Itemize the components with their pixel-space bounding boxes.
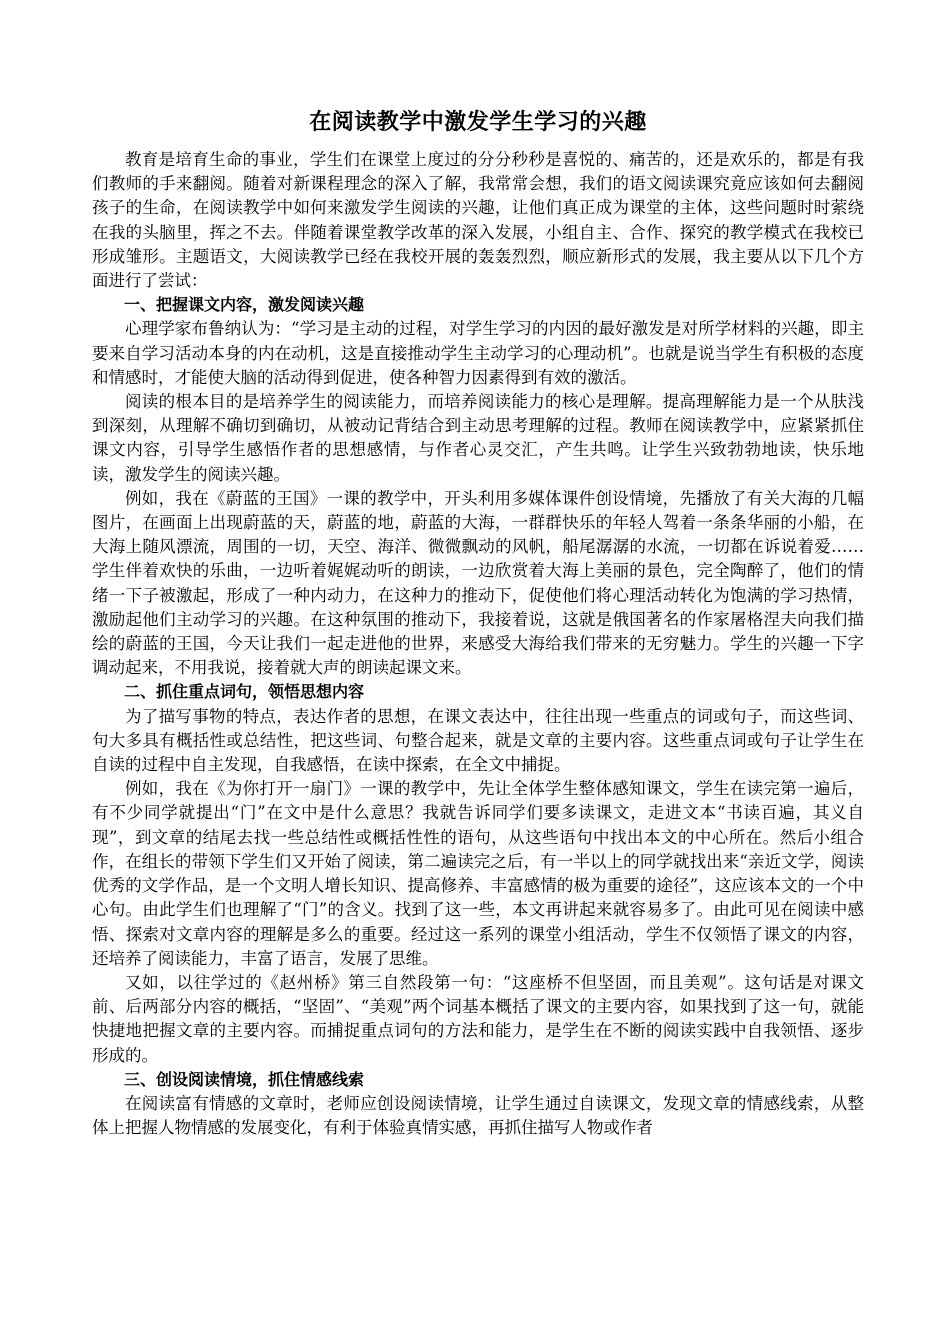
paragraph-2-3: 又如，以往学过的《赵州桥》第三自然段第一句：“这座桥不但坚固，而且美观”。这句话是对课文前、后两部分内容的概括，“坚固”、“美观”两个词基本概括了课文的主要内容，如果找到了这一句，就能快捷地把握文章的主要内容。而捕捉重点词句的方法和能力，是学生在不断的阅读实践中自我领悟、逐步形成的。 bbox=[92, 972, 864, 1065]
paragraph-1-1: 心理学家布鲁纳认为：“学习是主动的过程，对学生学习的内因的最好激发是对所学材料的兴趣，即主要来自学习活动本身的内在动机，这是直接推动学生主动学习的心理动机”。也就是说当学生有积极的态度和情感时，才能使大脑的活动得到促进，使各种智力因素得到有效的激活。 bbox=[92, 319, 864, 387]
paragraph-2-1: 为了描写事物的特点，表达作者的思想，在课文表达中，往往出现一些重点的词或句子，而这些词、句大多具有概括性或总结性，把这些词、句整合起来，就是文章的主要内容。这些重点词或句子让学生在自读的过程中自主发现，自我感悟，在读中探索，在全文中捕捉。 bbox=[92, 706, 864, 775]
document-title: 在阅读教学中激发学生学习的兴趣 bbox=[309, 110, 647, 135]
paragraph-2-2: 例如，我在《为你打开一扇门》一课的教学中，先让全体学生整体感知课文，学生在读完第一遍后，有不少同学就提出“门”在文中是什么意思？我就告诉同学们要多读课文，走进文本“书读百遍，其义自现”，到文章的结尾去找一些总结性或概括性性的语句，从这些语句中找出本文的中心所在。然后小组合作，在组长的带领下学生们又开始了阅读，第二遍读完之后，有一半以上的同学就找出来“亲近文学，阅读优秀的文学作品，是一个文明人增长知识、提高修养、丰富感情的极为重要的途径”，这应该本文的一个中心句。由此学生们也理解了“门”的含义。找到了这一些，本文再讲起来就容易多了。由此可见在阅读中感悟、探索对文章内容的理解是多么的重要。经过这一系列的课堂小组活动，学生不仅领悟了课文的内容，还培养了阅读能力，丰富了语言，发展了思维。 bbox=[92, 779, 864, 968]
paragraph-1-3: 例如，我在《蔚蓝的王国》一课的教学中，开头利用多媒体课件创设情境，先播放了有关大海的几幅图片，在画面上出现蔚蓝的天，蔚蓝的地，蔚蓝的大海，一群群快乐的年轻人驾着一条条华丽的小船，在大海上随风漂流，周围的一切，天空、海洋、微微飘动的风帆，船尾潺潺的水流，一切都在诉说着爱……学生伴着欢快的乐曲，一边听着娓娓动听的朗读，一边欣赏着大海上美丽的景色，完全陶醉了，他们的情绪一下子被激起，形成了一种内动力，在这种力的推动下，促使他们将心理活动转化为饱满的学习热情，激励起他们主动学习的兴趣。在这种氛围的推动下，我接着说，这就是俄国著名的作家屠格涅夫向我们描绘的蔚蓝的王国，今天让我们一起走进他的世界，来感受大海给我们带来的无穷魅力。学生的兴趣一下字调动起来，不用我说，接着就大声的朗读起课文来。 bbox=[92, 488, 864, 678]
section-heading-1: 一、把握课文内容，激发阅读兴趣 bbox=[124, 295, 365, 315]
paragraph-3-1: 在阅读富有情感的文章时，老师应创设阅读情境，让学生通过自读课文，发现文章的情感线索，从整体上把握人物情感的发展变化，有利于体验真情实感，再抓住描写人物或作者 bbox=[92, 1093, 864, 1138]
section-heading-3: 三、创设阅读情境，抓住情感线索 bbox=[124, 1069, 365, 1089]
document-page bbox=[92, 108, 864, 1140]
section-heading-2: 二、抓住重点词句，领悟思想内容 bbox=[124, 682, 365, 702]
paragraph-1-2: 阅读的根本目的是培养学生的阅读能力，而培养阅读能力的核心是理解。提高理解能力是一个从肤浅到深刻，从理解不确切到确切，从被动记背结合到主动思考理解的过程。教师在阅读教学中，应紧紧抓住课文内容，引导学生感悟作者的思想感情，与作者心灵交汇，产生共鸣。让学生兴致勃勃地读，快乐地读，激发学生的阅读兴趣。 bbox=[92, 392, 864, 484]
paragraph-intro: 教育是培育生命的事业，学生们在课堂上度过的分分秒秒是喜悦的、痛苦的，还是欢乐的，都是有我们教师的手来翻阅。随着对新课程理念的深入了解，我常常会想，我们的语文阅读课究竟应该如何去翻阅孩子的生命，在阅读教学中如何来激发学生阅读的兴趣，让他们真正成为课堂的主体，这些问题时时萦绕在我的头脑里，挥之不去。伴随着课堂教学改革的深入发展，小组自主、合作、探究的教学模式在我校已形成雏形。主题语文，大阅读教学已经在我校开展的轰轰烈烈，顺应新形式的发展，我主要从以下几个方面进行了尝试： bbox=[92, 150, 864, 291]
